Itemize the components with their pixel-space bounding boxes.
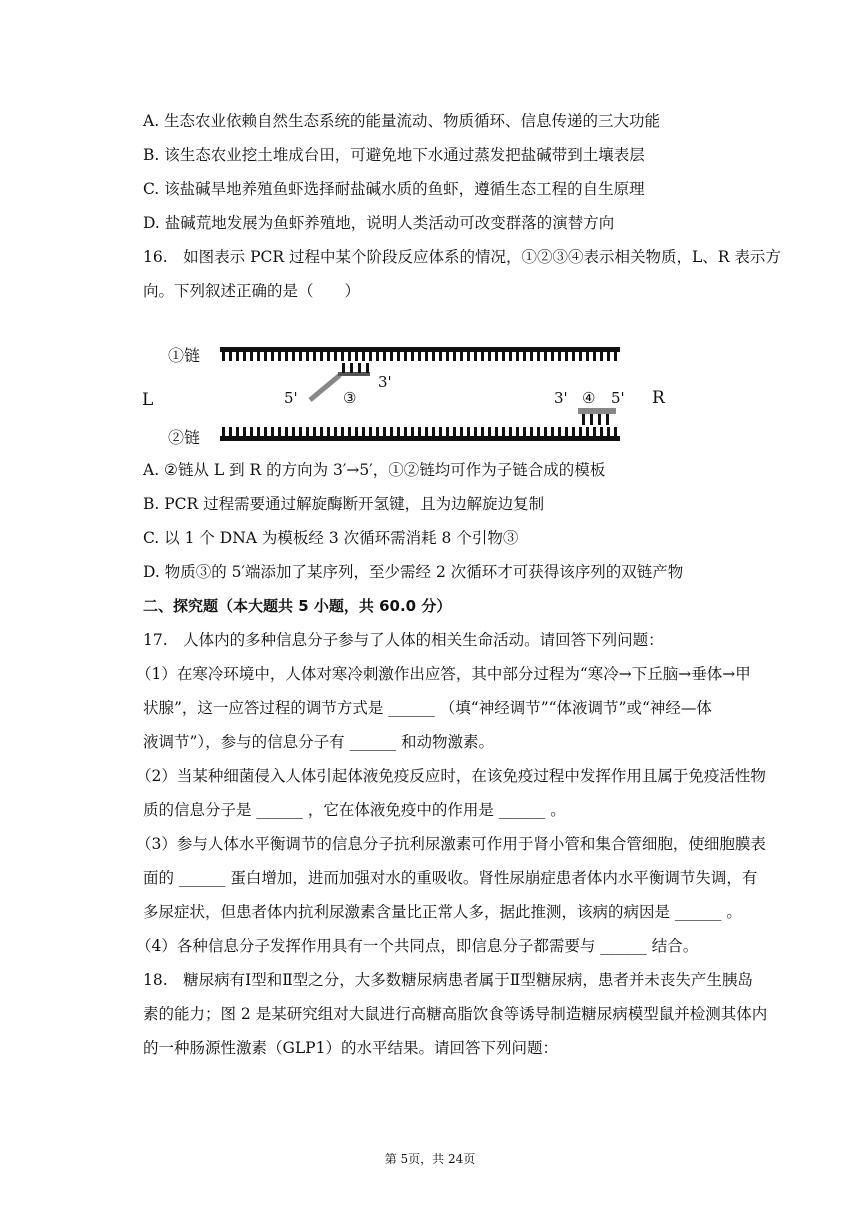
q15-option-b: B. 该生态农业挖土堆成台田，可避免地下水通过蒸发把盐碱带到土壤表层 xyxy=(143,146,645,164)
chain2-backbone xyxy=(220,436,620,441)
primer3-label: ③ xyxy=(343,389,357,407)
section2-heading: 二、探究题（本大题共 5 小题，共 60.0 分） xyxy=(143,597,452,615)
q16-option-b: B. PCR 过程需要通过解旋酶断开氢键，且为边解旋边复制 xyxy=(143,495,545,513)
q17-line: （2）当某种细菌侵入人体引起体液免疫反应时，在该免疫过程中发挥作用且属于免疫活性物 xyxy=(136,767,766,785)
q17-line: 液调节”），参与的信息分子有 ______ 和动物激素。 xyxy=(143,733,495,751)
q17-line: （4）各种信息分子发挥作用具有一个共同点，即信息分子都需要与 ______ 结合。 xyxy=(136,937,699,955)
q18-line: 18. 糖尿病有Ⅰ型和Ⅱ型之分，大多数糖尿病患者属于Ⅱ型糖尿病，患者并未丧失产生胰岛 xyxy=(143,971,753,989)
q16-stem-line2: 向。下列叙述正确的是（ ） xyxy=(143,282,361,300)
chain1-backbone xyxy=(220,347,620,352)
q15-option-a: A. 生态农业依赖自然生态系统的能量流动、物质循环、信息传递的三大功能 xyxy=(143,112,661,130)
q16-option-a: A. ②链从 L 到 R 的方向为 3′→5′，①②链均可作为子链合成的模板 xyxy=(143,461,606,479)
pcr-diagram xyxy=(140,335,700,450)
q17-line: 17. 人体内的多种信息分子参与了人体的相关生命活动。请回答下列问题： xyxy=(143,631,664,649)
primer3-3prime-label: 3' xyxy=(378,373,392,391)
right-direction-label: R xyxy=(652,388,665,408)
q17-line: 多尿症状，但患者体内抗利尿激素含量比正常人多，据此推测，该病的病因是 ______ 。 xyxy=(143,903,742,921)
q18-line: 素的能力；图 2 是某研究组对大鼠进行高糖高脂饮食等诱导制造糖尿病模型鼠并检测其体内 xyxy=(143,1005,768,1023)
page-footer: 第 5页，共 24页 xyxy=(384,1152,476,1166)
left-direction-label: L xyxy=(142,390,154,410)
primer4-5prime-label: 5' xyxy=(611,389,625,407)
primer4-label: ④ xyxy=(582,389,596,407)
primer3 xyxy=(310,363,370,400)
primer3-5prime-label: 5' xyxy=(284,389,298,407)
primer4 xyxy=(578,408,616,425)
chain1-bases xyxy=(222,352,617,361)
chain2-bases xyxy=(222,427,617,436)
q17-line: 状腺”，这一应答过程的调节方式是 ______ （填“神经调节”“体液调节”或“神经—体 xyxy=(143,699,712,717)
q17-line: 面的 ______ 蛋白增加，进而加强对水的重吸收。肾性尿崩症患者体内水平衡调节失调，有 xyxy=(143,869,758,887)
chain1-label: ①链 xyxy=(168,346,201,365)
q15-option-d: D. 盐碱荒地发展为鱼虾养殖地，说明人类活动可改变群落的演替方向 xyxy=(143,214,615,232)
q16-option-d: D. 物质③的 5′端添加了某序列，至少需经 2 次循环才可获得该序列的双链产物 xyxy=(143,563,684,581)
primer4-3prime-label: 3' xyxy=(554,389,568,407)
q16-stem-line1: 16. 如图表示 PCR 过程中某个阶段反应体系的情况，①②③④表示相关物质，L、R 表示方 xyxy=(143,248,781,266)
q17-line: 质的信息分子是 ______ ，它在体液免疫中的作用是 ______ 。 xyxy=(143,801,566,819)
q16-option-c: C. 以 1 个 DNA 为模板经 3 次循环需消耗 8 个引物③ xyxy=(143,529,519,547)
q15-option-c: C. 该盐碱旱地养殖鱼虾选择耐盐碱水质的鱼虾，遵循生态工程的自生原理 xyxy=(143,180,645,198)
q18-line: 的一种肠源性激素（GLP1）的水平结果。请回答下列问题： xyxy=(143,1039,558,1057)
q17-line: （3）参与人体水平衡调节的信息分子抗利尿激素可作用于肾小管和集合管细胞，使细胞膜表 xyxy=(136,835,766,853)
q17-line: （1）在寒冷环境中，人体对寒冷刺激作出应答，其中部分过程为“寒冷→下丘脑→垂体→甲 xyxy=(136,665,751,683)
chain2-label: ②链 xyxy=(168,428,201,447)
